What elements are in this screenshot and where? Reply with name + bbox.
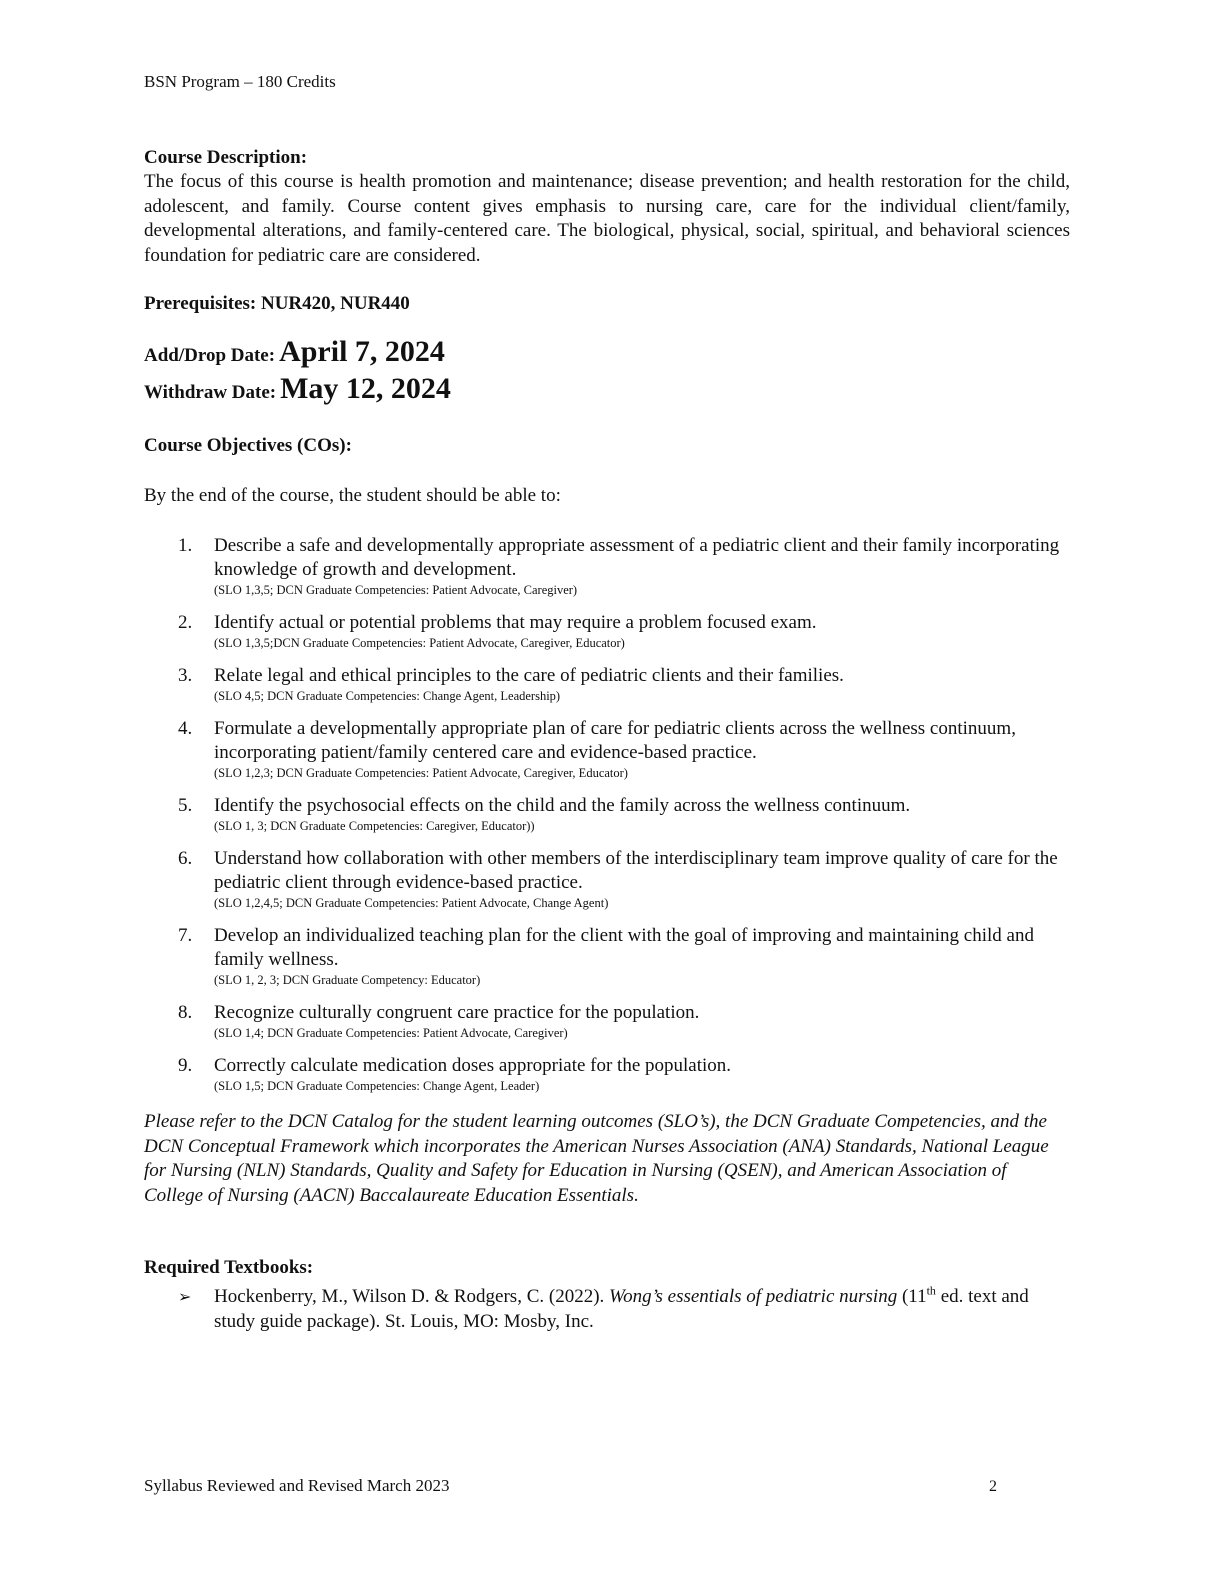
catalog-reference-note: Please refer to the DCN Catalog for the student learning outcomes (SLO’s), the DCN Graduate Competencies, and the DCN Conceptual Framework which incorporates the American Nurses Association (ANA) Standards, National League for Nursing (NLN) Standards, Quality and Safety for Education in Nursing (QSEN), and American Association of College of Nursing (AACN) Baccalaureate Education Essentials. bbox=[144, 1111, 1049, 1206]
withdraw-value: May 12, 2024 bbox=[280, 372, 451, 405]
textbook-item bbox=[144, 1284, 1070, 1334]
objective-text: Relate legal and ethical principles to the care of pediatric clients and their families. bbox=[214, 665, 844, 686]
objective-number: 8. bbox=[178, 1002, 193, 1023]
objective-item bbox=[144, 611, 1070, 651]
objective-number: 2. bbox=[178, 612, 193, 633]
page-header: BSN Program – 180 Credits bbox=[144, 72, 336, 91]
page-number: 2 bbox=[989, 1478, 997, 1495]
objective-number: 5. bbox=[178, 795, 193, 816]
objective-item bbox=[144, 847, 1070, 911]
document-body bbox=[144, 146, 1070, 1334]
objective-item bbox=[144, 924, 1070, 988]
objective-text: Identify the psychosocial effects on the child and the family across the wellness continuum. bbox=[214, 795, 911, 816]
objective-reference: (SLO 4,5; DCN Graduate Competencies: Change Agent, Leadership) bbox=[214, 689, 561, 703]
objective-number: 4. bbox=[178, 718, 193, 739]
objectives-list bbox=[144, 534, 1070, 1094]
withdraw-label: Withdraw Date: bbox=[144, 382, 277, 403]
objective-item bbox=[144, 717, 1070, 781]
textbook-authors: Hockenberry, M., Wilson D. & Rodgers, C. (2022). bbox=[214, 1286, 610, 1307]
objective-text: Develop an individualized teaching plan for the client with the goal of improving and maintaining child and family wellness. bbox=[214, 925, 1034, 970]
textbook-publisher: ed. text and study guide package). St. Louis, MO: Mosby, Inc. bbox=[214, 1286, 1029, 1332]
textbook-title: Wong’s essentials of pediatric nursing bbox=[609, 1286, 898, 1307]
objective-reference: (SLO 1,3,5;DCN Graduate Competencies: Patient Advocate, Caregiver, Educator) bbox=[214, 636, 625, 650]
objectives-intro: By the end of the course, the student should be able to: bbox=[144, 485, 561, 506]
withdraw-date-line bbox=[144, 373, 1070, 410]
objective-item bbox=[144, 534, 1070, 598]
textbook-edition: (11 bbox=[897, 1286, 927, 1307]
objective-reference: (SLO 1,5; DCN Graduate Competencies: Change Agent, Leader) bbox=[214, 1079, 540, 1093]
course-description-text: The focus of this course is health promotion and maintenance; disease prevention; and health restoration for the child, adolescent, and family. Course content gives emphasis to nursing care, care for the individual client/family, developmental alterations, and family-centered care. The biological, physical, social, spiritual, and behavioral sciences foundation for pediatric care are considered. bbox=[144, 171, 1070, 266]
add-drop-label: Add/Drop Date: bbox=[144, 345, 276, 366]
arrow-bullet-icon: ➢ bbox=[178, 1287, 192, 1306]
objective-item bbox=[144, 794, 1070, 834]
objective-number: 7. bbox=[178, 925, 193, 946]
objective-reference: (SLO 1,4; DCN Graduate Competencies: Patient Advocate, Caregiver) bbox=[214, 1026, 568, 1040]
objective-item bbox=[144, 1001, 1070, 1041]
textbook-edition-suffix: th bbox=[926, 1283, 936, 1298]
objective-item bbox=[144, 664, 1070, 704]
objective-text: Formulate a developmentally appropriate plan of care for pediatric clients across the wellness continuum, incorporating patient/family centered care and evidence-based practice. bbox=[214, 718, 1016, 763]
add-drop-date-line bbox=[144, 336, 1070, 373]
objective-reference: (SLO 1, 2, 3; DCN Graduate Competency: Educator) bbox=[214, 973, 481, 987]
prerequisites: Prerequisites: NUR420, NUR440 bbox=[144, 293, 410, 314]
objective-reference: (SLO 1,2,4,5; DCN Graduate Competencies: Patient Advocate, Change Agent) bbox=[214, 896, 609, 910]
footer-revision-note: Syllabus Reviewed and Revised March 2023 bbox=[144, 1476, 450, 1495]
required-textbooks-heading: Required Textbooks: bbox=[144, 1257, 314, 1278]
objective-number: 9. bbox=[178, 1055, 193, 1076]
key-dates bbox=[144, 336, 1070, 410]
course-objectives-heading: Course Objectives (COs): bbox=[144, 435, 352, 456]
objective-reference: (SLO 1, 3; DCN Graduate Competencies: Caregiver, Educator)) bbox=[214, 819, 535, 833]
objective-number: 3. bbox=[178, 665, 193, 686]
objective-text: Correctly calculate medication doses appropriate for the population. bbox=[214, 1055, 732, 1076]
objective-item bbox=[144, 1054, 1070, 1094]
objective-text: Understand how collaboration with other members of the interdisciplinary team improve quality of care for the pediatric client through evidence-based practice. bbox=[214, 848, 1058, 893]
objective-text: Describe a safe and developmentally appropriate assessment of a pediatric client and their family incorporating knowledge of growth and development. bbox=[214, 535, 1060, 580]
course-description-heading: Course Description: bbox=[144, 147, 308, 168]
add-drop-value: April 7, 2024 bbox=[279, 335, 445, 368]
objective-number: 1. bbox=[178, 535, 193, 556]
objective-text: Identify actual or potential problems that may require a problem focused exam. bbox=[214, 612, 817, 633]
objective-reference: (SLO 1,3,5; DCN Graduate Competencies: Patient Advocate, Caregiver) bbox=[214, 583, 578, 597]
objective-text: Recognize culturally congruent care practice for the population. bbox=[214, 1002, 700, 1023]
objective-reference: (SLO 1,2,3; DCN Graduate Competencies: Patient Advocate, Caregiver, Educator) bbox=[214, 766, 628, 780]
objective-number: 6. bbox=[178, 848, 193, 869]
